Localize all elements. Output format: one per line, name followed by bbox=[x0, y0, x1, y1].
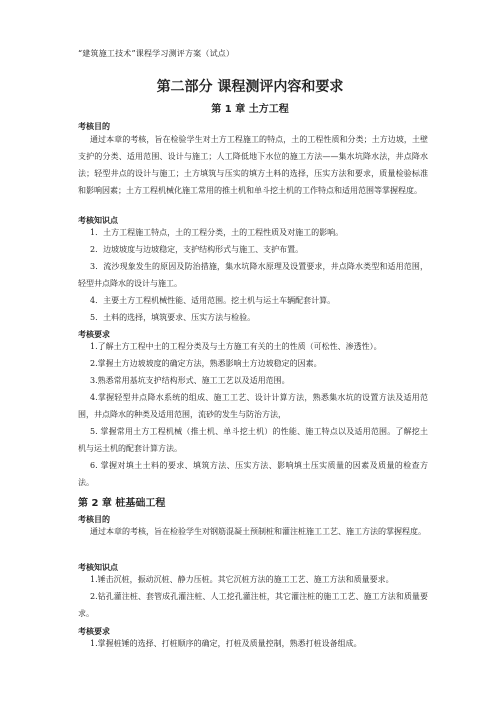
ch2-req-heading: 考核要求 bbox=[78, 627, 110, 636]
ch1-req-item: 3.熟悉常用基坑支护结构形式、施工工艺以及适用范围。 bbox=[90, 376, 290, 385]
ch1-knowledge-item: 4．主要土方工程机械性能、适用范围。挖土机与运土车辆配套计算。 bbox=[90, 296, 336, 305]
header-note: “建筑施工技术”课程学习测评方案（试点） bbox=[78, 49, 235, 58]
ch2-knowledge-item: 2.钻孔灌注桩、套管成孔灌注桩、人工挖孔灌注桩，其它灌注桩的施工工艺、施工方法和质量要求。 bbox=[78, 592, 428, 618]
ch1-req-item: 5. 掌握常用土方工程机械（推土机、单斗挖土机）的性能、施工特点以及适用范围。了解挖土机与运土机的配套计算方法。 bbox=[78, 427, 428, 453]
ch1-req-heading: 考核要求 bbox=[78, 330, 110, 339]
ch1-knowledge-item: 3．流沙现象发生的原因及防治措施，集水坑降水原理及设置要求，井点降水类型和适用范围，轻型井点降水的设计与施工。 bbox=[78, 262, 428, 288]
ch2-req-item: 1.掌握桩锤的选择、打桩顺序的确定，打桩及质量控制，熟悉打桩设备组成。 bbox=[90, 639, 362, 648]
ch1-knowledge-heading: 考核知识点 bbox=[78, 216, 118, 225]
ch1-knowledge-item: 5．土料的选择，填筑要求、压实方法与检验。 bbox=[90, 313, 256, 322]
ch1-req-item: 4.掌握轻型井点降水系统的组成、施工工艺、设计计算方法，熟悉集水坑的设置方法及适用范围，井点降水的种类及适用范围，流砂的发生与防治方法， bbox=[78, 393, 428, 419]
part-title: 第二部分 课程测评内容和要求 bbox=[156, 79, 344, 95]
ch2-knowledge-item: 1.锤击沉桩，振动沉桩、静力压桩。其它沉桩方法的施工工艺、施工方法和质量要求。 bbox=[90, 575, 394, 584]
ch1-goal-heading: 考核目的 bbox=[78, 122, 110, 131]
ch2-goal-text: 通过本章的考核，旨在检验学生对钢筋混凝土预制桩和灌注桩施工工艺、施工方法的掌握程度。 bbox=[90, 527, 426, 536]
ch1-req-item: 1.了解土方工程中土的工程分类及与土方施工有关的土的性质（可松性、渗透性）。 bbox=[90, 342, 382, 351]
ch1-req-item: 6. 掌握对填土土料的要求、填筑方法、压实方法、影响填土压实质量的因素及质量的检查方法。 bbox=[78, 461, 428, 487]
ch1-goal-text: 通过本章的考核，旨在检验学生对土方工程施工的特点，土的工程性质和分类；土方边坡，土壁支护的分类、适用范围、设计与施工；人工降低地下水位的施工方法——集水坑降水法，井点降水法；轻型井点的设计与施工；土方填筑与压实的填方土料的选择，压实方法和要求，质量检验标准和影响因素；土方工程机械化施工常用的推土机和单斗挖土机的工作特点和适用范围等掌握程度。 bbox=[78, 135, 428, 195]
chapter-1-title: 第 1 章 土方工程 bbox=[211, 104, 289, 115]
ch1-knowledge-item: 1．土方工程施工特点，土的工程分类，土的工程性质及对施工的影响。 bbox=[90, 228, 344, 237]
chapter-2-title: 第 2 章 桩基础工程 bbox=[78, 498, 166, 509]
ch1-req-item: 2.掌握土方边坡坡度的确定方法，熟悉影响土方边坡稳定的因素。 bbox=[90, 359, 322, 368]
ch2-knowledge-heading: 考核知识点 bbox=[78, 563, 118, 572]
ch1-knowledge-item: 2．边坡坡度与边坡稳定，支护结构形式与施工、支护布置。 bbox=[90, 245, 304, 254]
ch2-goal-heading: 考核目的 bbox=[78, 515, 110, 524]
